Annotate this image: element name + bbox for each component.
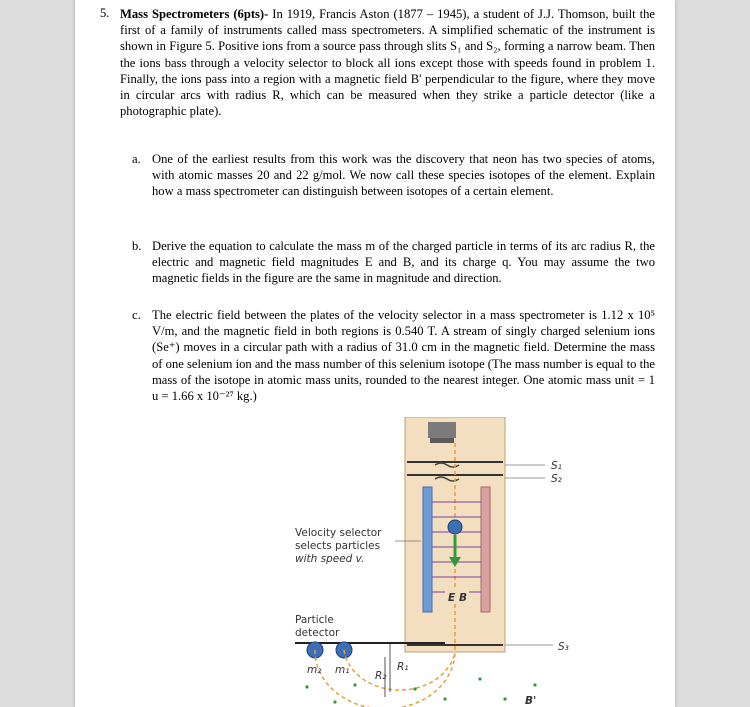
problem-intro [120, 6, 655, 119]
radius-r2-label: R₂ [375, 670, 387, 682]
ion-particle [448, 520, 462, 534]
problem-intro-text: In 1919, Francis Aston (1877 – 1945), a student of J.J. Thomson, built the first of a family of instruments called mass spectrometers. A simplified schematic of the instrument is shown in Figure 5. Positive ions from a source pass through slits S₁ and S₂, forming a narrow beam. Then the ions bass through a velocity selector to block all ions except those with speeds found in problem 1. Finally, the ions pass into a region with a magnetic field B' perpendicular to the figure, where they move in circular arcs with radius R, which can be measured when they strike a particle detector (like a photographic plate). [120, 7, 656, 119]
problem-title: Mass Spectrometers (6pts)- [120, 7, 269, 21]
magnetic-field-dots [305, 677, 536, 703]
slit-s2-label: S₂ [551, 473, 562, 485]
detector-label-1: Particle [295, 614, 334, 626]
part-text: One of the earliest results from this work was the discovery that neon has two species of atoms, with atomic masses 20 and 22 g/mol. We now call these species isotopes of the element. Explain how a mass spectrometer can distinguish between isotopes of a certain element. [152, 152, 655, 199]
ion-source-base [430, 438, 454, 443]
selector-label-3: with speed v. [295, 553, 365, 565]
part-label: c. [132, 308, 141, 322]
radius-r1-label: R₁ [397, 661, 409, 673]
negative-plate [481, 487, 490, 612]
document-page [75, 0, 675, 707]
part-text: The electric field between the plates of the velocity selector in a mass spectrometer is 1.12 x 10⁵ V/m, and the magnetic field in both regions is 0.540 T. A stream of singly charged selenium ions (Se⁺) moves in a circular path with a radius of 31.0 cm in the magnetic field. Determine the mass of one selenium ion and the mass number of this selenium isotope (The mass number is equal to the mass of the isotope in atomic mass units, rounded to the nearest integer. One atomic mass unit = 1 u = 1.66 x 10⁻²⁷ kg.) [152, 308, 655, 404]
slit-s3-label: S₃ [558, 641, 569, 653]
part-label: b. [132, 239, 142, 253]
slit-s1-label: S₁ [551, 460, 562, 472]
selector-label-1: Velocity selector [295, 527, 382, 539]
field-b-label: B [459, 592, 468, 604]
ion-source [428, 422, 456, 438]
problem-number: 5. [100, 6, 110, 20]
mass-spectrometer-figure [295, 417, 625, 707]
positive-plate [423, 487, 432, 612]
part-text: Derive the equation to calculate the mass m of the charged particle in terms of its arc radius R, the electric and magnetic field magnitudes E and B, and its charge q. You may assume the two magnetic fields in the figure are the same in magnitude and direction. [152, 239, 655, 286]
detector-label-2: detector [295, 627, 340, 639]
selector-label-2: selects particles [295, 540, 381, 552]
mass-m2-label: m₂ [307, 664, 322, 676]
part-label: a. [132, 152, 141, 166]
field-e-label: E [448, 592, 456, 604]
mass-m1-label: m₁ [335, 664, 350, 676]
field-b-prime-label: B' [525, 695, 537, 707]
